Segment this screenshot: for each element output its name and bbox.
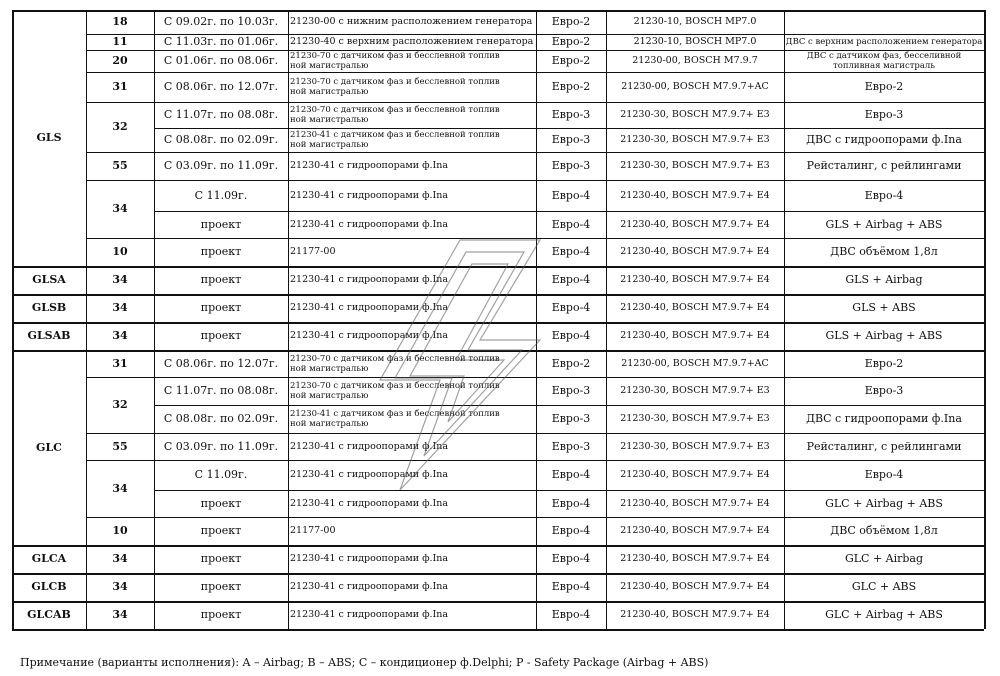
engine-line: 21230-41 с гидроопорами ф.Ina xyxy=(290,330,449,341)
note-cell: ДВС объёмом 1,8л xyxy=(830,524,938,537)
period-cell: С 11.03г. по 01.06г. xyxy=(163,35,279,48)
variant-code: 55 xyxy=(112,439,128,453)
engine-line: ной магистралью xyxy=(290,140,369,150)
engine-line: 21230-70 с датчиком фаз и бесслевной топлив xyxy=(290,105,500,115)
engine-line: 21230-41 с гидроопорами ф.Ina xyxy=(290,440,449,452)
ecu-cell: 21230-30, BOSCH M7.9.7+ E3 xyxy=(620,385,770,396)
euro-cell: Евро-3 xyxy=(551,384,591,397)
period-cell: проект xyxy=(200,301,242,314)
column-border xyxy=(984,10,986,629)
period-cell: С 03.09г. по 11.09г. xyxy=(163,439,279,453)
euro-cell: Евро-4 xyxy=(551,552,591,565)
code-border xyxy=(86,72,154,73)
variant-code: 32 xyxy=(112,120,128,133)
column-border xyxy=(606,10,607,629)
engine-line: 21230-41 с гидроопорами ф.Ina xyxy=(290,302,449,313)
engine-cell xyxy=(288,152,536,180)
euro-cell: Евро-3 xyxy=(551,439,591,453)
ecu-cell: 21230-40, BOSCH M7.9.7+ E4 xyxy=(620,609,770,620)
ecu-cell: 21230-10, BOSCH MP7.0 xyxy=(633,36,757,47)
column-border xyxy=(784,10,785,629)
period-cell: С 11.09г. xyxy=(194,188,248,202)
engine-line: 21230-70 с датчиком фаз и бесслевной топлив xyxy=(290,77,500,87)
note-cell: Рейсталинг, с рейлингами xyxy=(806,439,962,453)
period-cell: проект xyxy=(200,329,242,342)
euro-cell: Евро-4 xyxy=(551,468,591,481)
note-cell: GLC + ABS xyxy=(851,580,917,593)
engine-cell xyxy=(288,180,536,211)
note-cell: GLS + Airbag + ABS xyxy=(825,217,943,231)
engine-line: ной магистралью xyxy=(290,419,369,429)
euro-cell: Евро-3 xyxy=(551,108,591,121)
variant-code: 34 xyxy=(112,329,128,342)
group-label: GLSAB xyxy=(27,329,71,342)
note-cell: ДВС объёмом 1,8л xyxy=(830,245,938,258)
euro-cell: Евро-3 xyxy=(551,159,591,172)
footnote: Примечание (варианты исполнения): A – Airbag; B – ABS; C – кондиционер ф.Delphi; P - Safety Package (Airbag + ABS) xyxy=(20,656,709,669)
euro-cell: Евро-2 xyxy=(551,54,591,67)
period-cell: проект xyxy=(200,273,242,286)
row-border xyxy=(154,629,984,630)
period-cell: проект xyxy=(200,608,242,621)
ecu-cell: 21230-40, BOSCH M7.9.7+ E4 xyxy=(620,274,770,285)
engine-line: 21230-41 с датчиком фаз и бесслевной топлив xyxy=(290,130,500,140)
engine-cell xyxy=(288,10,536,34)
period-cell: проект xyxy=(200,245,242,258)
code-border xyxy=(86,573,154,574)
note-cell: GLC + Airbag + ABS xyxy=(825,608,943,621)
note-cell: GLC + Airbag xyxy=(844,552,924,565)
code-border xyxy=(86,545,154,546)
note-cell: Евро-4 xyxy=(864,188,904,202)
code-border xyxy=(86,460,154,461)
engine-cell xyxy=(288,72,536,102)
engine-line: ной магистралью xyxy=(290,87,369,97)
column-border xyxy=(12,10,14,629)
engine-line: 21230-41 с гидроопорами ф.Ina xyxy=(290,218,449,230)
column-border xyxy=(86,10,87,629)
variant-code: 34 xyxy=(112,608,128,621)
euro-cell: Евро-2 xyxy=(551,35,591,48)
engine-cell xyxy=(288,573,536,601)
variant-code: 11 xyxy=(112,35,128,48)
code-border xyxy=(86,322,154,323)
engine-cell xyxy=(288,517,536,545)
group-label: GLC xyxy=(36,440,62,454)
variant-code: 31 xyxy=(112,356,128,370)
code-border xyxy=(86,180,154,181)
ecu-cell: 21230-40, BOSCH M7.9.7+ E4 xyxy=(620,581,770,592)
note-cell: GLS + Airbag + ABS xyxy=(825,329,943,342)
euro-cell: Евро-4 xyxy=(551,188,591,202)
group-label: GLCA xyxy=(31,552,67,565)
engine-line: ной магистралью xyxy=(290,391,369,401)
engine-line: 21230-41 с гидроопорами ф.Ina xyxy=(290,160,449,171)
euro-cell: Евро-4 xyxy=(551,245,591,258)
ecu-cell: 21230-40, BOSCH M7.9.7+ E4 xyxy=(620,497,770,509)
group-label: GLCAB xyxy=(27,608,71,621)
variant-code: 34 xyxy=(112,552,128,565)
euro-cell: Евро-4 xyxy=(551,608,591,621)
euro-cell: Евро-4 xyxy=(551,496,591,510)
period-cell: проект xyxy=(200,217,242,231)
code-border xyxy=(86,433,154,434)
variant-code: 31 xyxy=(112,80,128,93)
ecu-cell: 21230-40, BOSCH M7.9.7+ E4 xyxy=(620,553,770,564)
group-label: GLCB xyxy=(31,580,67,593)
variant-code: 18 xyxy=(112,15,128,28)
note-cell: ДВС с гидроопорами ф.Ina xyxy=(806,412,962,425)
code-border xyxy=(86,601,154,602)
variant-code: 32 xyxy=(112,398,128,411)
engine-line: 21230-40 с верхним расположением генератора xyxy=(290,36,534,47)
variant-code: 34 xyxy=(112,202,128,215)
euro-cell: Евро-4 xyxy=(551,580,591,593)
ecu-cell: 21230-30, BOSCH M7.9.7+ E3 xyxy=(620,134,770,145)
ecu-cell: 21230-30, BOSCH M7.9.7+ E3 xyxy=(620,160,770,171)
engine-line: 21230-41 с гидроопорами ф.Ina xyxy=(290,497,449,509)
variant-code: 34 xyxy=(112,481,128,495)
period-cell: С 09.02г. по 10.03г. xyxy=(163,15,279,28)
euro-cell: Евро-4 xyxy=(551,524,591,537)
period-cell: С 11.07г. по 08.08г. xyxy=(163,384,279,397)
ecu-cell: 21230-40, BOSCH M7.9.7+ E4 xyxy=(620,302,770,313)
code-border xyxy=(86,517,154,518)
variant-code: 34 xyxy=(112,580,128,593)
euro-cell: Евро-3 xyxy=(551,412,591,425)
ecu-cell: 21230-40, BOSCH M7.9.7+ E4 xyxy=(620,525,770,536)
column-border xyxy=(288,10,289,629)
note-cell: Евро-3 xyxy=(864,384,904,397)
code-border xyxy=(86,34,154,35)
period-cell: С 03.09г. по 11.09г. xyxy=(163,159,279,172)
note-cell: Евро-3 xyxy=(864,108,904,121)
code-border xyxy=(86,238,154,239)
variant-code: 55 xyxy=(112,159,128,172)
engine-line: 21177-00 xyxy=(290,525,336,536)
engine-line: 21230-41 с гидроопорами ф.Ina xyxy=(290,469,449,480)
period-cell: проект xyxy=(200,524,242,537)
engine-line: 21230-41 с гидроопорами ф.Ina xyxy=(290,609,449,620)
variant-code: 20 xyxy=(112,54,128,67)
note-cell: GLC + Airbag + ABS xyxy=(825,496,943,510)
watermark-logo xyxy=(340,220,580,500)
euro-cell: Евро-2 xyxy=(551,15,591,28)
engine-cell xyxy=(288,34,536,50)
code-border xyxy=(86,294,154,295)
variant-code: 10 xyxy=(112,524,128,537)
note-cell: ДВС с датчиком фаз, бесселивной топливная магистраль xyxy=(806,51,962,71)
period-cell: проект xyxy=(200,552,242,565)
period-cell: С 01.06г. по 08.06г. xyxy=(163,54,279,67)
ecu-cell: 21230-00, BOSCH M7.9.7+AC xyxy=(621,357,769,369)
period-cell: С 08.08г. по 02.09г. xyxy=(163,412,279,425)
engine-line: ной магистралью xyxy=(290,61,369,71)
engine-cell xyxy=(288,128,536,152)
engine-line: 21230-00 с нижним расположением генератора xyxy=(290,16,533,27)
period-cell: С 08.08г. по 02.09г. xyxy=(163,133,279,146)
period-cell: С 11.09г. xyxy=(194,468,248,481)
euro-cell: Евро-4 xyxy=(551,217,591,231)
note-cell xyxy=(784,10,984,34)
euro-cell: Евро-2 xyxy=(551,356,591,370)
code-border xyxy=(86,266,154,267)
note-cell: Евро-2 xyxy=(864,356,904,370)
ecu-cell: 21230-00, BOSCH M7.9.7+AC xyxy=(621,81,769,92)
euro-cell: Евро-2 xyxy=(551,80,591,93)
group-label: GLS xyxy=(36,131,62,144)
variant-code: 34 xyxy=(112,273,128,286)
period-cell: С 08.06г. по 12.07г. xyxy=(163,356,279,370)
period-cell: С 11.07г. по 08.08г. xyxy=(163,108,279,121)
euro-cell: Евро-4 xyxy=(551,301,591,314)
ecu-cell: 21230-40, BOSCH M7.9.7+ E4 xyxy=(620,330,770,341)
ecu-cell: 21230-40, BOSCH M7.9.7+ E4 xyxy=(620,189,770,201)
column-border xyxy=(154,10,155,629)
engine-cell xyxy=(288,102,536,128)
note-cell: Евро-2 xyxy=(864,80,904,93)
engine-line: 21230-41 с датчиком фаз и бесслевной топлив xyxy=(290,409,500,419)
group-label: GLSB xyxy=(31,301,67,314)
engine-cell xyxy=(288,545,536,573)
note-cell: GLS + Airbag xyxy=(845,273,923,286)
engine-line: 21230-70 с датчиком фаз и бесслевной топлив xyxy=(290,381,500,391)
engine-cell xyxy=(288,601,536,629)
ecu-cell: 21230-40, BOSCH M7.9.7+ E4 xyxy=(620,218,770,230)
engine-line: 21230-41 с гидроопорами ф.Ina xyxy=(290,581,449,592)
ecu-cell: 21230-30, BOSCH M7.9.7+ E3 xyxy=(620,413,770,424)
note-cell: ДВС с гидроопорами ф.Ina xyxy=(806,133,962,146)
engine-line: 21230-41 с гидроопорами ф.Ina xyxy=(290,189,449,201)
ecu-cell: 21230-40, BOSCH M7.9.7+ E4 xyxy=(620,469,770,480)
variant-code: 34 xyxy=(112,301,128,314)
table-top-border xyxy=(12,10,984,12)
note-cell: GLS + ABS xyxy=(852,301,916,314)
euro-cell: Евро-4 xyxy=(551,329,591,342)
engine-line: 21177-00 xyxy=(290,246,336,257)
engine-line: ной магистралью xyxy=(290,115,369,125)
code-border xyxy=(86,152,154,153)
engine-line: 21230-41 с гидроопорами ф.Ina xyxy=(290,553,449,564)
note-cell: ДВС с верхним расположением генератора xyxy=(785,37,983,47)
engine-line: 21230-70 с датчиком фаз и бесслевной топлив xyxy=(290,51,500,61)
engine-line: 21230-41 с гидроопорами ф.Ina xyxy=(290,274,449,285)
engine-line: 21230-70 с датчиком фаз и бесслевной топлив xyxy=(290,353,500,364)
note-cell: Рейсталинг, с рейлингами xyxy=(806,159,962,172)
period-cell: проект xyxy=(200,496,242,510)
code-border xyxy=(86,350,154,351)
code-border xyxy=(86,50,154,51)
period-cell: проект xyxy=(200,580,242,593)
group-label: GLSA xyxy=(32,273,66,286)
code-border xyxy=(86,102,154,103)
ecu-cell: 21230-10, BOSCH MP7.0 xyxy=(633,16,757,27)
ecu-cell: 21230-40, BOSCH M7.9.7+ E4 xyxy=(620,246,770,257)
code-border xyxy=(86,629,154,630)
ecu-cell: 21230-30, BOSCH M7.9.7+ E3 xyxy=(620,109,770,120)
variant-code: 10 xyxy=(112,245,128,258)
ecu-cell: 21230-30, BOSCH M7.9.7+ E3 xyxy=(620,440,770,452)
note-cell: Евро-4 xyxy=(864,468,904,481)
euro-cell: Евро-4 xyxy=(551,273,591,286)
euro-cell: Евро-3 xyxy=(551,133,591,146)
engine-line: ной магистралью xyxy=(290,363,369,374)
engine-cell xyxy=(288,50,536,72)
code-border xyxy=(86,377,154,378)
ecu-cell: 21230-00, BOSCH M7.9.7 xyxy=(632,55,758,66)
period-cell: С 08.06г. по 12.07г. xyxy=(163,80,279,93)
